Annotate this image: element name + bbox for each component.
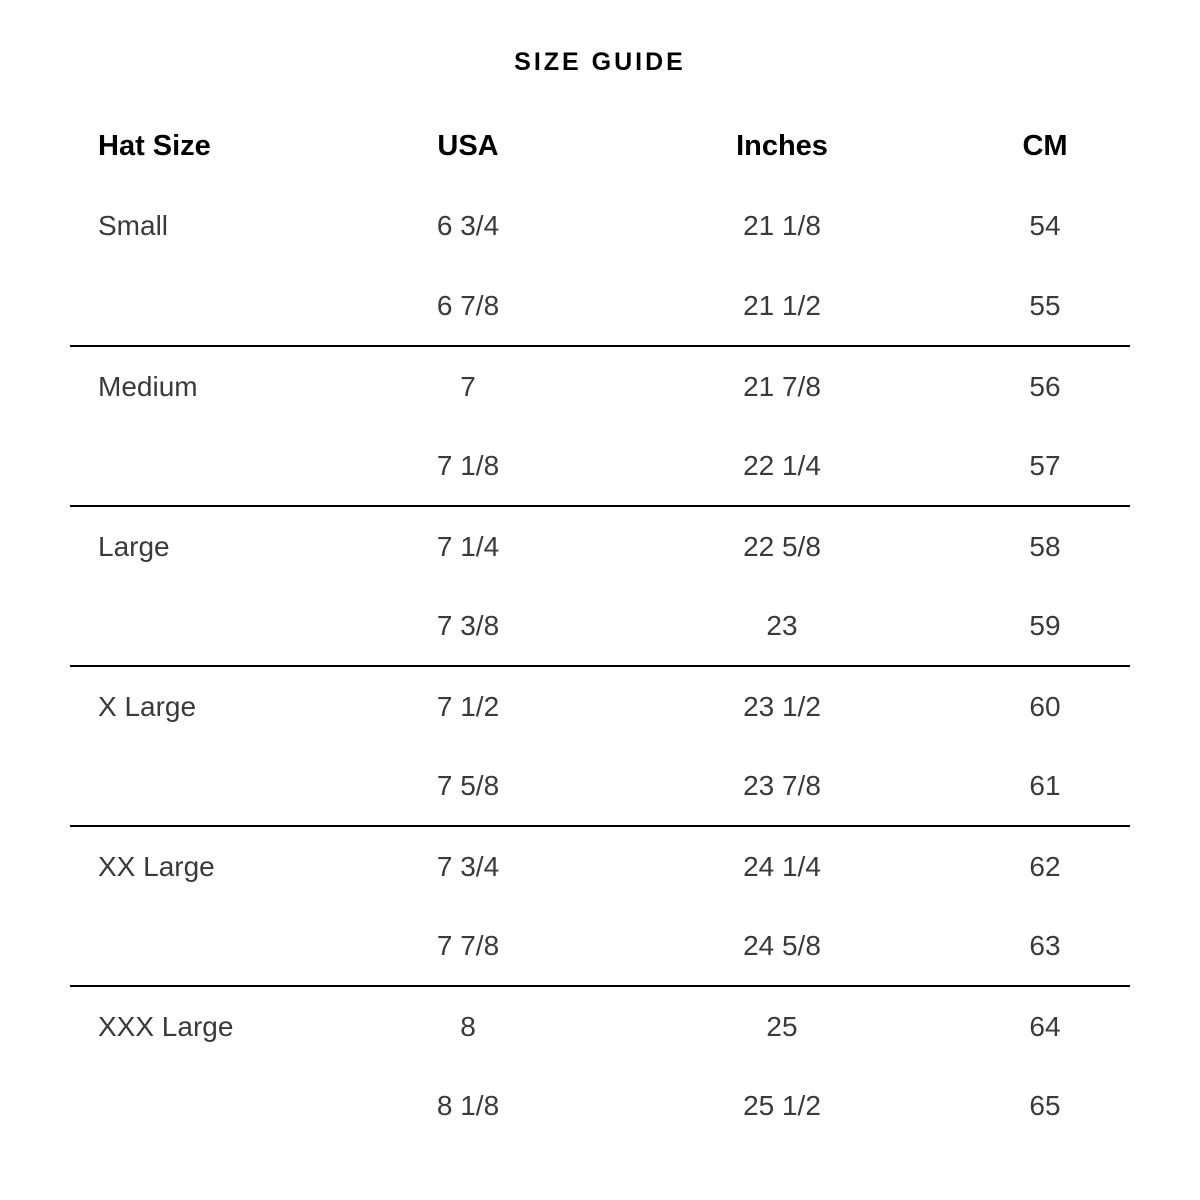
- hat-size-cell: X Large: [98, 690, 197, 722]
- table-row: [70, 426, 1130, 506]
- usa-cell: 7 3/4: [436, 850, 500, 882]
- usa-cell: 6 3/4: [436, 210, 500, 241]
- cm-cell: 65: [1029, 1090, 1061, 1121]
- usa-cell: 6 7/8: [436, 289, 500, 321]
- section-xx-large: [70, 826, 1130, 986]
- table-row: [70, 826, 1130, 906]
- table-row: [70, 986, 1130, 1066]
- section-x-large: [70, 666, 1130, 826]
- header-cm: CM: [1022, 129, 1068, 162]
- cm-cell: 57: [1029, 449, 1061, 481]
- cm-cell: 61: [1029, 769, 1061, 801]
- table-row: [70, 586, 1130, 666]
- cm-cell: 56: [1029, 370, 1061, 402]
- inches-cell: 24 5/8: [743, 929, 821, 961]
- hat-size-cell: [70, 906, 332, 986]
- usa-cell: 7 1/2: [436, 690, 500, 722]
- header-row: [70, 106, 1130, 186]
- header-usa: USA: [437, 129, 499, 162]
- section-small: [70, 186, 1130, 346]
- cm-cell: 54: [1029, 210, 1061, 241]
- hat-size-cell: [70, 746, 332, 826]
- inches-cell: 22 5/8: [743, 530, 821, 562]
- table-row: [70, 186, 1130, 266]
- section-large: [70, 506, 1130, 666]
- cm-cell: 60: [1029, 690, 1061, 722]
- usa-cell: 7 5/8: [436, 769, 500, 801]
- hat-size-cell: Medium: [98, 370, 198, 402]
- size-guide-table: [70, 106, 1130, 1146]
- inches-cell: 22 1/4: [743, 449, 821, 481]
- table-row: [70, 346, 1130, 426]
- header-hat-size: Hat Size: [98, 129, 211, 162]
- usa-cell: 7 7/8: [436, 929, 500, 961]
- inches-cell: 21 1/2: [743, 289, 821, 321]
- inches-cell: 25 1/2: [743, 1090, 821, 1121]
- table-row: [70, 906, 1130, 986]
- usa-cell: 8 1/8: [436, 1090, 500, 1121]
- usa-cell: 7 1/4: [436, 530, 500, 562]
- usa-cell: 7 3/8: [436, 609, 500, 641]
- inches-cell: 25: [766, 1010, 798, 1042]
- table-row: [70, 666, 1130, 746]
- usa-cell: 7 1/8: [436, 449, 500, 481]
- hat-size-cell: [70, 266, 332, 346]
- hat-size-cell: XXX Large: [98, 1010, 234, 1042]
- cm-cell: 55: [1029, 289, 1061, 321]
- hat-size-cell: [70, 586, 332, 666]
- inches-cell: 24 1/4: [743, 850, 821, 882]
- cm-cell: 63: [1029, 929, 1061, 961]
- table-header: [70, 106, 1130, 186]
- hat-size-cell: [70, 1066, 332, 1146]
- cm-cell: 62: [1029, 850, 1061, 882]
- section-xxx-large: [70, 986, 1130, 1146]
- table-row: [70, 746, 1130, 826]
- inches-cell: 21 7/8: [743, 370, 821, 402]
- usa-cell: 8: [460, 1010, 476, 1042]
- inches-cell: 21 1/8: [743, 210, 821, 241]
- inches-cell: 23: [766, 609, 798, 641]
- hat-size-cell: [70, 426, 332, 506]
- inches-cell: 23 1/2: [743, 690, 821, 722]
- cm-cell: 58: [1029, 530, 1061, 562]
- usa-cell: 7: [460, 370, 476, 402]
- header-inches: Inches: [736, 129, 828, 162]
- table-row: [70, 506, 1130, 586]
- page-title: SIZE GUIDE: [514, 48, 686, 76]
- cm-cell: 59: [1029, 609, 1061, 641]
- hat-size-cell: XX Large: [98, 850, 215, 882]
- hat-size-cell: Large: [98, 530, 170, 562]
- inches-cell: 23 7/8: [743, 769, 821, 801]
- section-medium: [70, 346, 1130, 506]
- hat-size-cell: Small: [98, 210, 169, 241]
- cm-cell: 64: [1029, 1010, 1061, 1042]
- table-row: [70, 1066, 1130, 1146]
- table-row: [70, 266, 1130, 346]
